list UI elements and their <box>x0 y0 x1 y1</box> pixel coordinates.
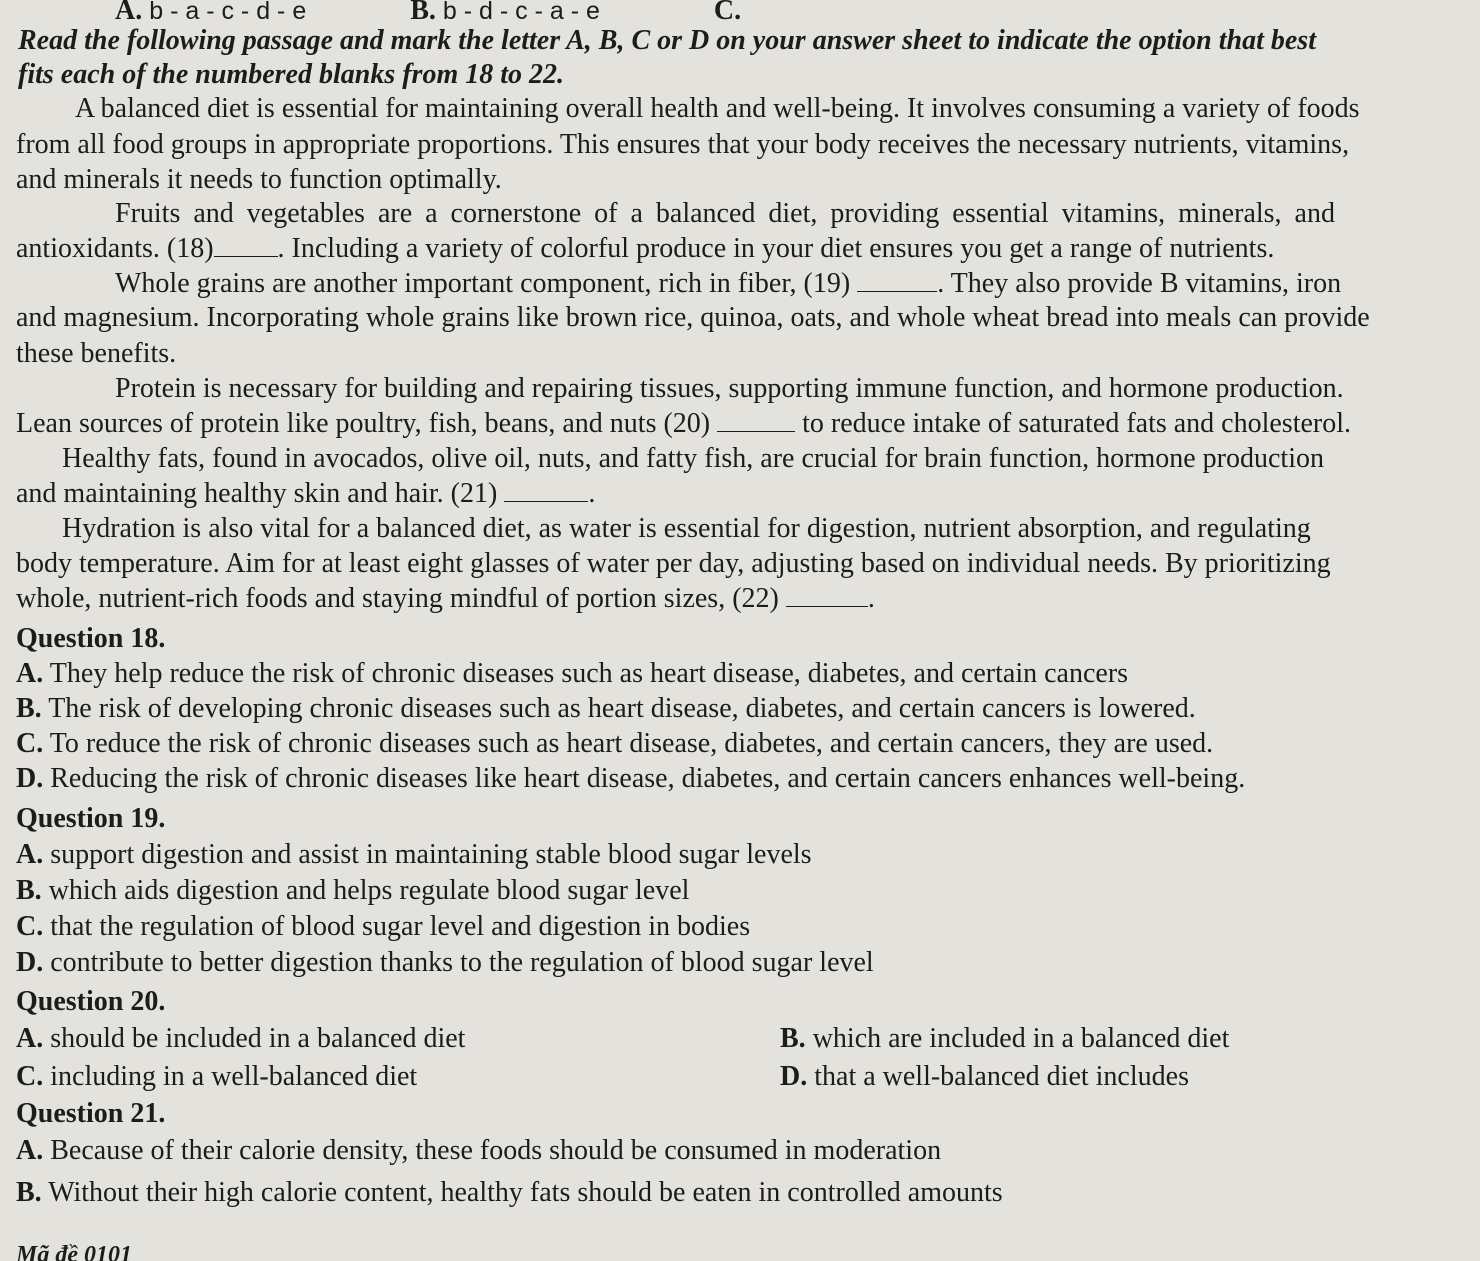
question-21-title: Question 21. <box>16 1098 166 1129</box>
instruction-line-1: Read the following passage and mark the letter A, B, C or D on your answer sheet to indicate the option that best <box>18 25 1316 56</box>
q18-option-d-text: Reducing the risk of chronic diseases like heart disease, diabetes, and certain cancers enhances well-being. <box>50 763 1246 794</box>
passage-p4-text-b: to reduce intake of saturated fats and cholesterol. <box>802 408 1352 439</box>
q20-option-c <box>16 1060 417 1094</box>
passage-p3-text-a: Whole grains are another important component, rich in fiber, (19) <box>115 268 851 299</box>
passage-p5-line-2 <box>16 477 595 511</box>
q20-option-b <box>780 1022 1229 1056</box>
q19-option-c-label: C. <box>16 911 44 942</box>
passage-p2-text-a: antioxidants. (18) <box>16 233 214 264</box>
passage-p1-line-1: A balanced diet is essential for maintaining overall health and well-being. It involves consuming a variety of foods <box>75 93 1360 124</box>
blank-21 <box>504 481 588 502</box>
q19-option-d <box>16 946 874 980</box>
passage-p1-line-2: from all food groups in appropriate proportions. This ensures that your body receives the necessary nutrients, vitamins, <box>16 129 1350 160</box>
q21-option-b-label: B. <box>16 1177 42 1208</box>
instruction-line-2: fits each of the numbered blanks from 18 to 22. <box>18 59 565 90</box>
question-20-title: Question 20. <box>16 986 166 1017</box>
blank-18 <box>214 236 278 257</box>
q21-option-b <box>16 1176 1003 1210</box>
q19-option-c <box>16 910 750 944</box>
q19-option-d-text: contribute to better digestion thanks to the regulation of blood sugar level <box>50 947 874 978</box>
q19-option-c-text: that the regulation of blood sugar level and digestion in bodies <box>50 911 751 942</box>
q20-option-d <box>780 1060 1189 1094</box>
q20-option-d-label: D. <box>780 1061 808 1092</box>
q18-option-a <box>16 657 1128 691</box>
prev-option-a-label: A. <box>115 0 143 26</box>
q19-option-d-label: D. <box>16 947 44 978</box>
q19-option-b <box>16 874 689 908</box>
passage-p6-line-2: body temperature. Aim for at least eight glasses of water per day, adjusting based on individual needs. By prioritizing <box>16 548 1331 579</box>
passage-p6-line-1: Hydration is also vital for a balanced diet, as water is essential for digestion, nutrient absorption, and regulating <box>62 513 1311 544</box>
q21-option-b-text: Without their high calorie content, healthy fats should be eaten in controlled amounts <box>48 1177 1003 1208</box>
passage-p5-text-a: and maintaining healthy skin and hair. (21) <box>16 478 498 509</box>
passage-p3-text-b: . They also provide B vitamins, iron <box>937 268 1342 299</box>
prev-option-a-text: b - a - c - d - e <box>149 0 307 25</box>
q18-option-a-text: They help reduce the risk of chronic diseases such as heart disease, diabetes, and certain cancers <box>49 658 1129 689</box>
passage-p2-line-2 <box>16 232 1274 266</box>
passage-p3-line-2: and magnesium. Incorporating whole grains like brown rice, quinoa, oats, and whole wheat bread into meals can provide <box>16 302 1370 333</box>
passage-p2-line-1: Fruits and vegetables are a cornerstone of a balanced diet, providing essential vitamins, minerals, and <box>115 198 1335 229</box>
q20-option-c-label: C. <box>16 1061 44 1092</box>
q21-option-a <box>16 1134 941 1168</box>
q19-option-a-label: A. <box>16 839 44 870</box>
passage-p6-line-3 <box>16 582 875 616</box>
passage-p5-line-1: Healthy fats, found in avocados, olive oil, nuts, and fatty fish, are crucial for brain function, hormone production <box>62 443 1324 474</box>
prev-option-c-label: C. <box>713 0 742 26</box>
question-18-title: Question 18. <box>16 623 166 654</box>
passage-p6-text-a: whole, nutrient-rich foods and staying mindful of portion sizes, (22) <box>16 583 779 614</box>
q18-option-b-text: The risk of developing chronic diseases such as heart disease, diabetes, and certain cancers is lowered. <box>48 693 1196 724</box>
passage-p3-line-1 <box>115 267 1341 301</box>
passage-p4-text-a: Lean sources of protein like poultry, fish, beans, and nuts (20) <box>16 408 711 439</box>
q19-option-b-label: B. <box>16 875 42 906</box>
q20-option-d-text: that a well-balanced diet includes <box>814 1061 1189 1092</box>
prev-option-b-text: b - d - c - a - e <box>442 0 600 25</box>
q21-option-a-text: Because of their calorie density, these foods should be consumed in moderation <box>50 1135 942 1166</box>
q19-option-a <box>16 838 812 872</box>
blank-20 <box>717 411 795 432</box>
q20-option-a-label: A. <box>16 1023 44 1054</box>
passage-p6-text-b: . <box>867 583 875 614</box>
passage-p2-text-b: . Including a variety of colorful produce in your diet ensures you get a range of nutrients. <box>277 233 1275 264</box>
q19-option-b-text: which aids digestion and helps regulate blood sugar level <box>48 875 690 906</box>
passage-p3-line-3: these benefits. <box>16 338 177 369</box>
q18-option-c-label: C. <box>16 728 44 759</box>
exam-code: Mã đề 0101 <box>16 1242 132 1261</box>
q18-option-c-text: To reduce the risk of chronic diseases such as heart disease, diabetes, and certain cancers, they are used. <box>49 728 1214 759</box>
passage-p5-text-b: . <box>588 478 596 509</box>
passage-p4-line-1: Protein is necessary for building and repairing tissues, supporting immune function, and hormone production. <box>115 373 1344 404</box>
q18-option-d <box>16 762 1245 796</box>
q20-option-b-text: which are included in a balanced diet <box>812 1023 1230 1054</box>
question-19-title: Question 19. <box>16 803 166 834</box>
q18-option-a-label: A. <box>16 658 44 689</box>
q18-option-c <box>16 727 1213 761</box>
q18-option-b-label: B. <box>16 693 42 724</box>
q19-option-a-text: support digestion and assist in maintaining stable blood sugar levels <box>50 839 812 870</box>
blank-22 <box>786 586 868 607</box>
q18-option-b <box>16 692 1196 726</box>
q20-option-c-text: including in a well-balanced diet <box>50 1061 418 1092</box>
q18-option-d-label: D. <box>16 763 44 794</box>
passage-p1-line-3: and minerals it needs to function optimally. <box>16 164 502 195</box>
q20-option-a-text: should be included in a balanced diet <box>50 1023 466 1054</box>
passage-p4-line-2 <box>16 407 1351 441</box>
blank-19 <box>857 271 937 292</box>
q20-option-a <box>16 1022 465 1056</box>
q20-option-b-label: B. <box>780 1023 806 1054</box>
prev-option-b-label: B. <box>410 0 436 26</box>
q21-option-a-label: A. <box>16 1135 44 1166</box>
